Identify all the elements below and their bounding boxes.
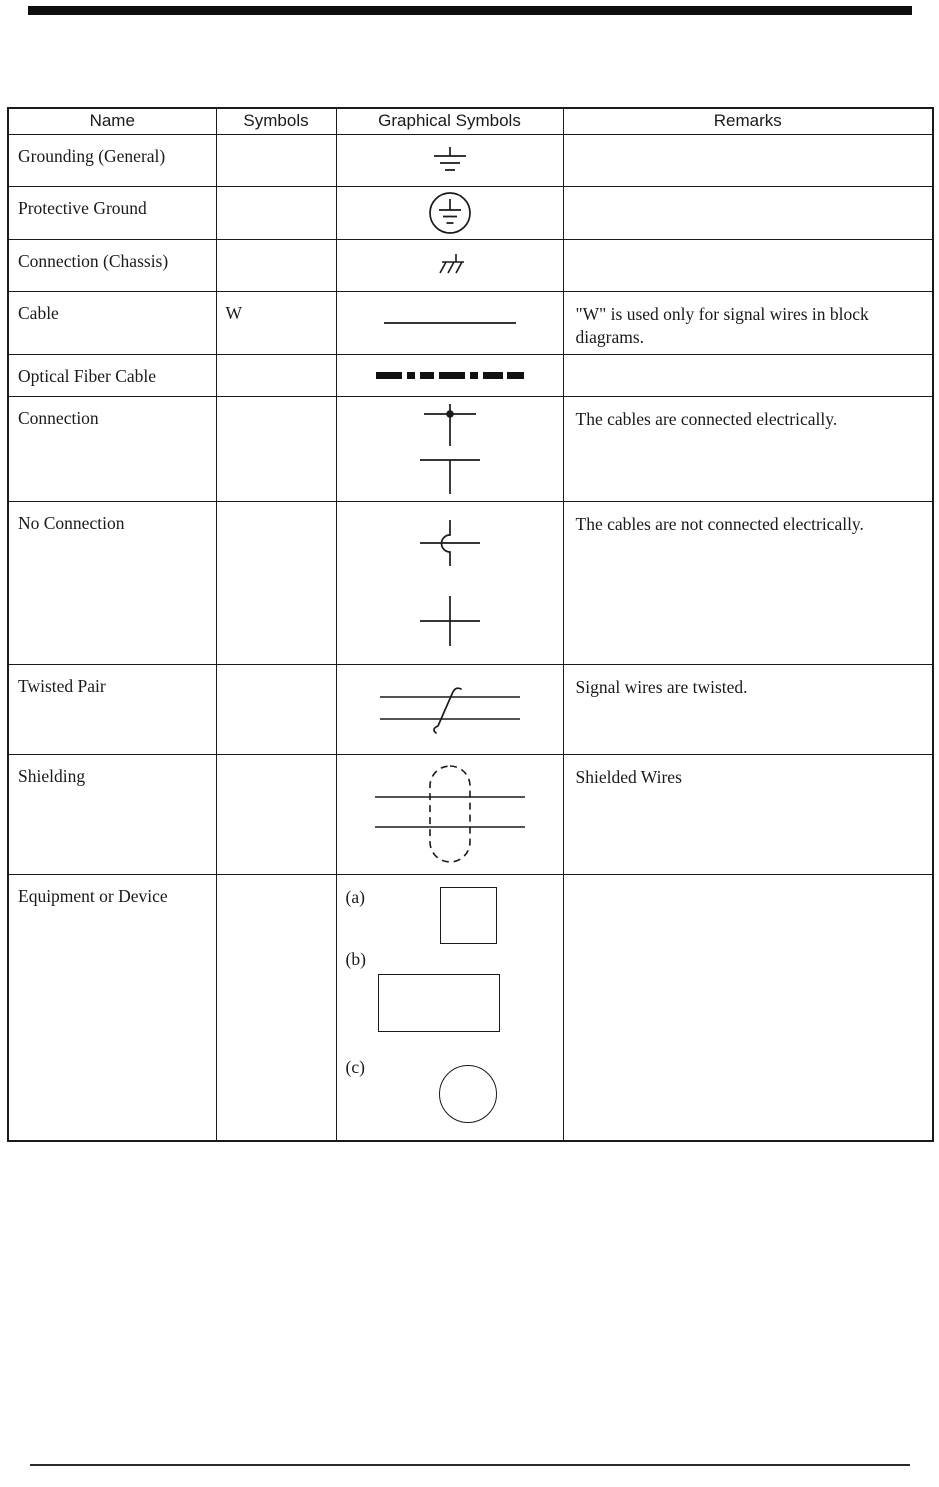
- remark-cell: [563, 239, 933, 291]
- remark-cell: The cables are connected electrically.: [563, 396, 933, 501]
- header-cell-name: Name: [8, 108, 216, 134]
- name-cell: Grounding (General): [8, 134, 216, 186]
- remark-cell: [563, 134, 933, 186]
- graphic-cell: [336, 291, 563, 354]
- equipment-square-shape: [440, 887, 497, 944]
- table-row: [8, 501, 933, 664]
- page-top-bar: [28, 6, 912, 15]
- equipment-label-a: (a): [345, 886, 365, 907]
- graphic-cell: [336, 186, 563, 239]
- protective-ground-icon: [427, 190, 473, 236]
- remark-cell: [563, 186, 933, 239]
- header-cell-remarks: Remarks: [563, 108, 933, 134]
- name-cell: No Connection: [8, 501, 216, 664]
- header-cell-graphical-symbols: Graphical Symbols: [336, 108, 563, 134]
- chassis-ground-icon: [431, 253, 469, 277]
- equipment-rectangle-shape: [378, 974, 500, 1032]
- name-cell: Twisted Pair: [8, 664, 216, 754]
- symbol-cell: [216, 239, 336, 291]
- table-row: [8, 354, 933, 396]
- name-cell: Optical Fiber Cable: [8, 354, 216, 396]
- name-cell: Connection (Chassis): [8, 239, 216, 291]
- no-connection-hop-icon: [418, 518, 482, 568]
- symbol-cell: [216, 354, 336, 396]
- equipment-label-c: (c): [345, 1056, 365, 1077]
- optical-fiber-cable-icon: [374, 371, 526, 380]
- twisted-pair-icon: [380, 682, 520, 736]
- remark-cell: Shielded Wires: [563, 754, 933, 874]
- symbol-cell: [216, 396, 336, 501]
- remark-cell: The cables are not connected electrically.: [563, 501, 933, 664]
- table-row: [8, 134, 933, 186]
- connection-tee-junction-icon: [418, 456, 482, 496]
- table-row: [8, 664, 933, 754]
- name-cell: Shielding: [8, 754, 216, 874]
- table-row: [8, 754, 933, 874]
- graphic-cell: [336, 354, 563, 396]
- remark-cell: "W" is used only for signal wires in block diagrams.: [563, 291, 933, 354]
- equipment-circle-shape: [439, 1065, 497, 1123]
- symbol-cell: [216, 874, 336, 1141]
- symbol-cell: [216, 754, 336, 874]
- page-bottom-rule: [30, 1464, 910, 1466]
- name-cell: Connection: [8, 396, 216, 501]
- symbols-table: [7, 107, 934, 1142]
- cable-line-icon: [382, 319, 518, 327]
- symbol-cell: W: [216, 291, 336, 354]
- graphic-cell: [336, 396, 563, 501]
- graphic-cell: [336, 664, 563, 754]
- earth-ground-icon: [428, 146, 472, 174]
- name-cell: Equipment or Device: [8, 874, 216, 1141]
- symbol-cell: [216, 186, 336, 239]
- remark-cell: [563, 354, 933, 396]
- shielding-icon: [375, 763, 525, 865]
- graphic-cell: [336, 874, 563, 1141]
- remark-cell: Signal wires are twisted.: [563, 664, 933, 754]
- table-row: [8, 239, 933, 291]
- graphic-cell: [336, 501, 563, 664]
- connection-dot-junction-icon: [420, 402, 480, 448]
- symbol-cell: [216, 501, 336, 664]
- equipment-graphics: [337, 875, 563, 1139]
- graphic-cell: [336, 134, 563, 186]
- header-cell-symbols: Symbols: [216, 108, 336, 134]
- equipment-label-b: (b): [345, 948, 366, 969]
- table-row: [8, 396, 933, 501]
- symbol-cell: [216, 134, 336, 186]
- graphic-cell: [336, 754, 563, 874]
- no-connection-cross-icon: [418, 594, 482, 648]
- graphic-cell: [336, 239, 563, 291]
- table-header-row: [8, 108, 933, 134]
- table-row: [8, 186, 933, 239]
- remark-cell: [563, 874, 933, 1141]
- table-row: [8, 874, 933, 1141]
- table-row: [8, 291, 933, 354]
- name-cell: Protective Ground: [8, 186, 216, 239]
- symbol-cell: [216, 664, 336, 754]
- name-cell: Cable: [8, 291, 216, 354]
